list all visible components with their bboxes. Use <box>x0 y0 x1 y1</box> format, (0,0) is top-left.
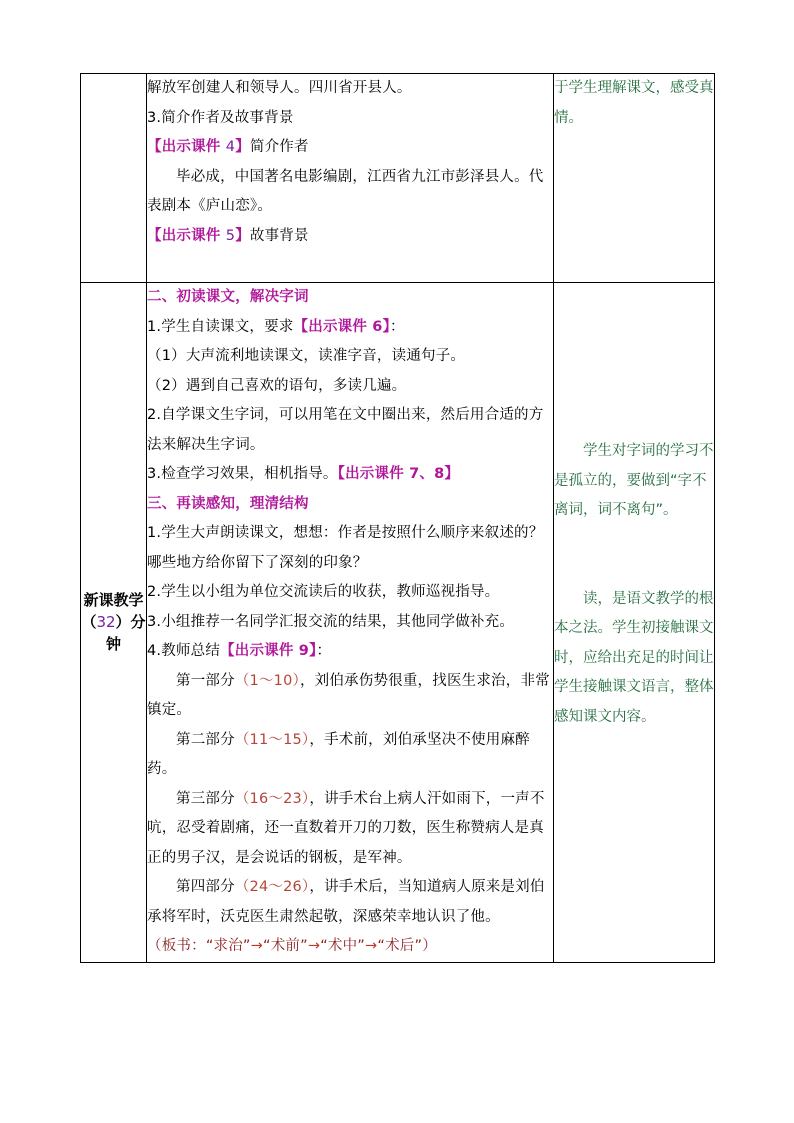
content-line: 1.学生大声朗读课文，想想：作者是按照什么顺序来叙述的？哪些地方给你留下了深刻的印象？ <box>147 525 544 571</box>
stage-label-cell: 新课教学 （32）分钟 <box>81 283 147 963</box>
arrow-right-icon: → <box>365 938 378 954</box>
content-line: 解放军创建人和领导人。四川省开县人。 <box>147 80 412 96</box>
section-heading: 二、初读课文，解决字词 <box>147 289 309 305</box>
content-line: 3.简介作者及故事背景 <box>147 109 294 126</box>
courseware-line: 【出示课件 5】故事背景 <box>147 227 309 244</box>
table-row <box>81 74 715 283</box>
content-line: 2.自学课文生字词，可以用笔在文中圈出来，然后用合适的方法来解决生字词。 <box>147 407 544 453</box>
content-line: 4.教师总结【出示课件 9】： <box>147 643 332 659</box>
author-intro: 毕必成，中国著名电影编剧，江西省九江市彭泽县人。代表剧本《庐山恋》。 <box>147 168 544 214</box>
blackboard-summary: （板书：“求治”→“术前”→“术中”→“术后”） <box>147 938 437 954</box>
stage-label: 新课教学 <box>83 591 144 610</box>
arrow-right-icon: → <box>250 938 263 954</box>
structure-part: 第四部分（24～26），讲手术后，当知道病人原来是刘伯承将军时，沃克医生肃然起敬，深感荣幸地认识了他。 <box>147 879 545 925</box>
content-cell <box>147 74 554 283</box>
structure-part: 第一部分（1～10），刘伯承伤势很重，找医生求治，非常镇定。 <box>147 672 550 718</box>
table-row <box>81 283 715 963</box>
design-note-cell <box>554 74 715 283</box>
content-line: （1）大声流利地读课文，读准字音，读通句子。 <box>147 348 466 364</box>
arrow-right-icon: → <box>307 938 321 954</box>
content-line: 3.小组推荐一名同学汇报交流的结果，其他同学做补充。 <box>147 613 515 630</box>
section-heading: 三、再读感知，理清结构 <box>147 495 309 512</box>
design-note: 学生对字词的学习不是孤立的，要做到“字不离词，词不离句”。 <box>554 443 714 518</box>
spacer <box>554 526 714 585</box>
content-cell <box>147 283 554 963</box>
spacer <box>554 283 714 437</box>
design-note: 于学生理解课文，感受真情。 <box>554 80 714 126</box>
design-note: 读，是语文教学的根本之法。学生初接触课文时，应给出充足的时间让学生接触课文语言，整体感知课文内容。 <box>554 590 714 725</box>
structure-part: 第二部分（11～15），手术前，刘伯承坚决不使用麻醉药。 <box>147 731 530 777</box>
stage-label-cell <box>81 74 147 283</box>
content-line: 1.学生自读课文，要求【出示课件 6】： <box>147 318 405 335</box>
duration-number: 32 <box>96 613 116 632</box>
structure-part: 第三部分（16～23），讲手术台上病人汗如雨下，一声不吭，忍受着剧痛，还一直数着开刀的刀数，医生称赞病人是真正的男子汉，是会说话的钢板，是军神。 <box>147 790 545 866</box>
content-line: 3.检查学习效果，相机指导。【出示课件 7、8】 <box>147 466 460 482</box>
content-line: 2.学生以小组为单位交流读后的收获，教师巡视指导。 <box>147 584 500 600</box>
design-note-cell <box>554 283 715 963</box>
lesson-plan-table <box>80 73 715 963</box>
courseware-line: 【出示课件 4】简介作者 <box>147 139 309 155</box>
content-line: （2）遇到自己喜欢的语句，多读几遍。 <box>147 377 407 394</box>
